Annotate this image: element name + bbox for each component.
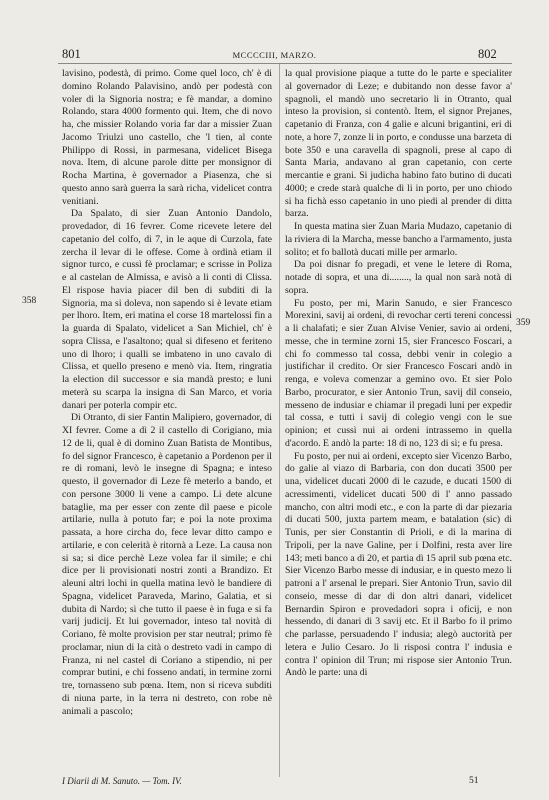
left-page-number: 801 [62, 47, 81, 61]
margin-number-right: 359 [516, 318, 531, 328]
page-header [0, 44, 549, 64]
paragraph: Fu posto, per mi, Marin Sanudo, e sier Francesco Morexini, savij ai ordeni, di revochar certi tereni concessi a li chalafati; e sier Zuan Alvise Venier, savio ai ordeni, messe, che in termine zorni 15, sier Francesco Foscari, a chi fo commesso tal cossa, debbi venir in colegio a justifichar il credito. Or sier Francesco Foscari andò in renga, e voleva comenzar a gemino ovo. Et sier Polo Barbo, procurator, e sier Antonio Trun, savij dil conseio, messeno de indusiar e chiamar il pregadi luni per expedir tal cossa, e tutti i savij di colegio vengi con le sue opinion; et cussì nui ai ordeni intrassemo in quella d'acordo. E andò la parte: 18 di no, 123 di sì; e fu presa. [285, 297, 512, 449]
paragraph: lavisino, podestà, di primo. Come quel loco, ch' è di domino Rolando Palavisino, andò per podestà con voler di la Signoria nostra; e fè mandar, a domino Rolando, stara 4000 formento qui. Item, che di novo ha, che missier Rolando voria far dar a missier Zuan Jacomo Triulzi uno castello, che 'l tien, al conte Philippo di Rossi, in parmesana, videlicet Bisega nova. Item, di alcune parole ditte per monsignor di Rocha Martina, è governador a Piasenza, che si questo anno sarà guerra la sarà richa, videlicet contra venitiani. [62, 68, 272, 207]
paragraph: Di Otranto, di sier Fantin Malipiero, governador, di XI fevrer. Come a dì 2 il castello di Corigiano, mia 12 de li, qual è di domino Zuan Batista de Montibus, fo del signor Francesco, è capetanio a Pordenon per il re di romani, levò le insegne di Spagna; e inteso questo, il governador di Leze fè meterlo a bando, et con persone 3000 li vene a campo. Li dete alcune bataglie, ma per esser con zente dil paese e picole artilarie, nulla à potuto far; e poi la note proxima passata, a hore circha do, fece levar ditto campo e artilarie, e con celerità è ritornà a Leze. La causa non si sa; si dice perchè Leze volea far il simile; e chi dice per li provisionati nostri zonti a Brandizo. Et aleuni altri lochi in quella matina levò le bandiere di Spagna, videlicet Paraveda, Marino, Galatia, et si dubita di Nardo; sì che tutto il paese è in fuga e si fa varij judicij. Et lui governador, inteso tal novità di Coriano, fè molte provision per star neutral; primo fè proclamar, niun di la cità o destreto vadi in campo di Franza, ni nel castel di Coriano a stipendio, ni per comprar butini, e chi fosseno andati, in termine zorni tre, tornasseno sub pœna. Item, non si riceva subditi di niuna parte, in la terra ni destreto, con robe nè animali a pascolo; [62, 412, 272, 717]
paragraph: Da poi disnar fo pregadi, et vene le letere di Roma, notade di sopra, et una di........, la qual non sarà notà di sopra. [285, 259, 512, 296]
right-column [285, 68, 512, 680]
paragraph: In questa matina sier Zuan Maria Mudazo, capetanio di la riviera di la Marcha, messe bancho a l'armamento, justa solito; et fo ballotà ducati mille per armarlo. [285, 221, 512, 258]
footer-title: I Diarii di M. Sanuto. — Tom. IV. [62, 776, 182, 786]
left-column [62, 68, 272, 718]
column-divider [279, 64, 280, 777]
signature-mark: 51 [469, 776, 479, 786]
paragraph: Fu posto, per nui ai ordeni, excepto sier Vicenzo Barbo, do galie al viazo di Barbaria, con don ducati 3500 per una, videlicet ducati 2000 di le cazude, e ducati 1500 di acressimenti, videlicet ducati 500 di l' anno passado mancho, con altri modi etc., e con la parte di dar piezaria di ducati 500, juxta partem meam, e batalation (sic) di Tunis, per sier Constantin di Prioli, e di la marina di Tripoli, per la nave Galine, per i Dolfini, resta aver lire 143; meti banco a dì 20, et partia dì 15 april sub pœna etc. Sier Vicenzo Barbo messe di indusiar, e in questo mezo li patroni a l' arsenal le prepari. Sier Antonio Trun, savio dil conseio, messe di dar di don altri danari, videlicet Bernardin Spiron e provedadori sopra i oficij, e non hessendo, di danari di 3 savij etc. Et il Barbo fo il primo che parlasse, persuadendo l' indusia; alegò auctorità per letera e Julio Cesaro. Jo li risposi contra l' indusia e contra l' opinion dil Trun; mi rispose sier Antonio Trun. Andò le parte: una di [285, 450, 512, 679]
paragraph: Da Spalato, di sier Zuan Antonio Dandolo, provedador, di 16 fevrer. Come ricevete letere del capetanio del colfo, di 7, in le aque di Curzola, fate zercha il levar di le offese. Come à ordinà etiam il signor turco, e cussì fè proclamar; e scrisse in Poliza e al castelan de Almissa, e avisò a li conti di Clissa. El rispose havia piacer dil ben di subditi di la Signoria, ma si doleva, non sapendo si è levate etiam per lhoro. Item, eri matina el corse 18 martelossi fin a la guarda di Spalato, videlicet a San Michiel, ch' è sopra Clissa, e l'asaltono; qual si difeseno et feriteno uno di lhoro; i qualli se imbateno in uno cavalo di Clissa, et quello preseno e menò via. Item, ringratia la election dil successor e sia mandà presto; e luni meterà su scarpa la insigna di San Marco, et voria danari per poterla compir etc. [62, 208, 272, 411]
margin-number-left: 358 [22, 296, 37, 306]
paragraph: la qual provisione piaque a tutte do le parte e specialiter al governador di Leze; e dubitando non desse favor a' spagnoli, el mandò uno secretario li in Otranto, qual inteso la provision, si contentò. Item, el signor Prejanes, capetanio di Franza, con 4 galie e alcuni brigantini, eri di note, a hore 7, zonze li in porto, e condusse una barzeta di bote 350 e una caravella di spagnoli, prese al capo di Santa Maria, andavano al gran capetanio, con certe mercantie e grani. Si judicha habino fato butino di ducati 4000; e crede starà qualche dì li in porto, per uno chiodo si ha fichà esso capetanio in uno piedi al prender di ditta barza. [285, 68, 512, 220]
running-title: MCCCCIII, MARZO. [232, 50, 317, 60]
header-rule [58, 63, 512, 64]
right-page-number: 802 [478, 47, 497, 61]
